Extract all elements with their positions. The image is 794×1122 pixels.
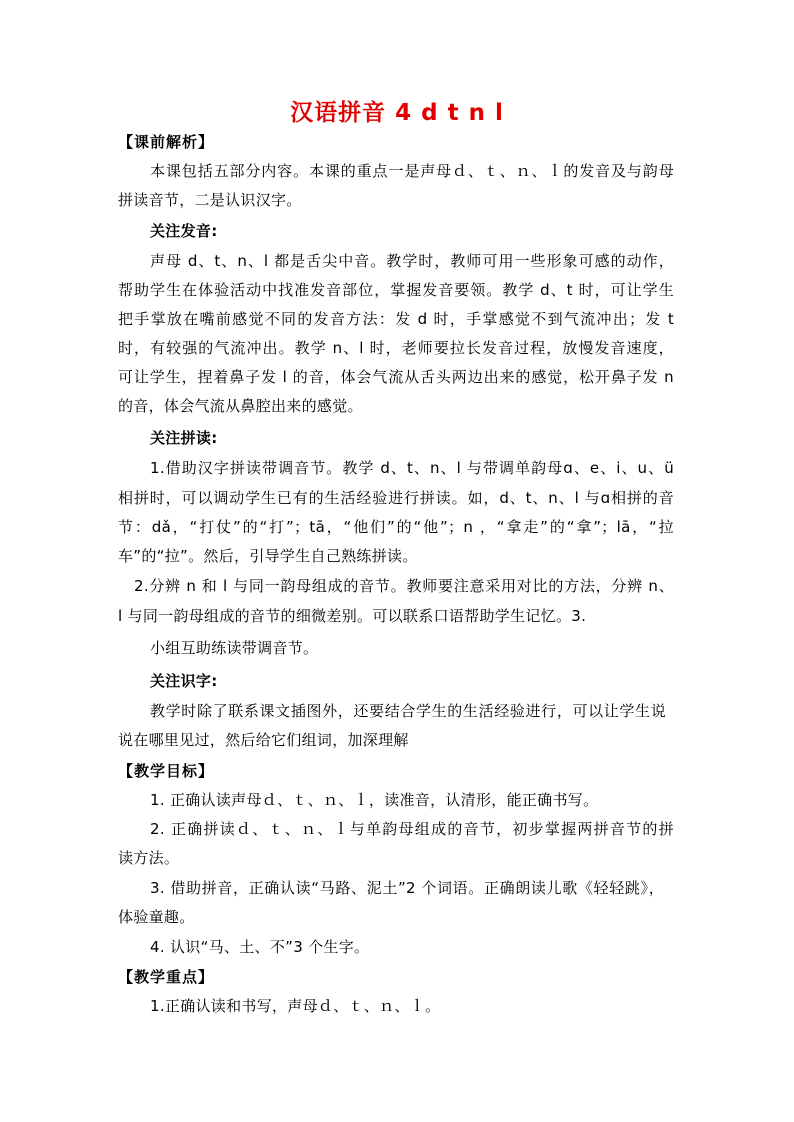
subheading-pronunciation: 关注发音: bbox=[150, 222, 218, 240]
spelling-line: 相拼时，可以调动学生已有的生活经验进行拼读。如，d、t、n、l 与ɑ相拼的音 bbox=[118, 489, 674, 507]
key-point-line: 1.正确认读和书写，声母ｄ、ｔ、ｎ、ｌ。 bbox=[150, 997, 441, 1015]
goal-line: 1. 正确认读声母ｄ、ｔ、ｎ、ｌ，读准音，认清形，能正确书写。 bbox=[150, 791, 599, 809]
pronunciation-line: 声母 d、t、n、l 都是舌尖中音。教学时，教师可用一些形象可感的动作， bbox=[150, 252, 674, 270]
literacy-line: 教学时除了联系课文插图外，还要结合学生的生活经验进行，可以让学生说 bbox=[150, 702, 666, 720]
goal-line: 4. 认识“马、土、不”3 个生字。 bbox=[150, 938, 370, 956]
spelling-line: 节：dǎ，“打仗”的“打”；tā，“他们”的“他”；n ，“拿走”的“拿”；lā，“拉 bbox=[118, 518, 674, 536]
intro-line: 拼读音节，二是认识汉字。 bbox=[118, 191, 302, 209]
goal-line: 体验童趣。 bbox=[118, 908, 195, 926]
pronunciation-line: 时，有较强的气流冲出。教学 n、l 时，老师要拉长发音过程，放慢发音速度， bbox=[118, 339, 674, 357]
section-heading-goals: 【教学目标】 bbox=[118, 762, 215, 780]
pronunciation-line: 的音，体会气流从鼻腔出来的感觉。 bbox=[118, 397, 363, 415]
goal-line: 2. 正确拼读ｄ、ｔ、ｎ、ｌ与单韵母组成的音节，初步掌握两拼音节的拼 bbox=[150, 820, 674, 838]
spelling-line: l 与同一韵母组成的音节的细微差别。可以联系口语帮助学生记忆。3. bbox=[118, 607, 587, 625]
goal-line: 3. 借助拼音，正确认读“马路、泥土”2 个词语。正确朗读儿歌《轻轻跳》， bbox=[150, 879, 664, 897]
pronunciation-line: 帮助学生在体验活动中找准发音部位，掌握发音要领。教学 d、t 时，可让学生 bbox=[118, 281, 674, 299]
literacy-line: 说在哪里见过，然后给它们组词，加深理解 bbox=[118, 731, 409, 749]
spelling-line: 2.分辨 n 和 l 与同一韵母组成的音节。教师要注意采用对比的方法，分辨 n、 bbox=[134, 577, 674, 595]
subheading-spelling: 关注拼读: bbox=[150, 429, 218, 447]
spelling-line: 1.借助汉字拼读带调音节。教学 d、t、n、l 与带调单韵母ɑ、e、i、u、ü bbox=[150, 459, 674, 477]
spelling-line: 小组互助练读带调音节。 bbox=[150, 639, 319, 657]
section-heading-key-points: 【教学重点】 bbox=[118, 968, 215, 986]
spelling-line: 车”的“拉”。然后，引导学生自己熟练拼读。 bbox=[118, 547, 418, 565]
pronunciation-line: 把手掌放在嘴前感觉不同的发音方法：发 d 时，手掌感觉不到气流冲出；发 t bbox=[118, 310, 674, 328]
subheading-literacy: 关注识字: bbox=[150, 672, 218, 690]
section-heading-pre-analysis: 【课前解析】 bbox=[118, 133, 215, 151]
intro-line: 本课包括五部分内容。本课的重点一是声母ｄ、ｔ、ｎ、ｌ的发音及与韵母 bbox=[150, 162, 674, 180]
pronunciation-line: 可让学生，捏着鼻子发 l 的音，体会气流从舌头两边出来的感觉，松开鼻子发 n bbox=[118, 368, 674, 386]
goal-line: 读方法。 bbox=[118, 849, 180, 867]
document-title: 汉语拼音 4 d t n l bbox=[290, 100, 504, 126]
